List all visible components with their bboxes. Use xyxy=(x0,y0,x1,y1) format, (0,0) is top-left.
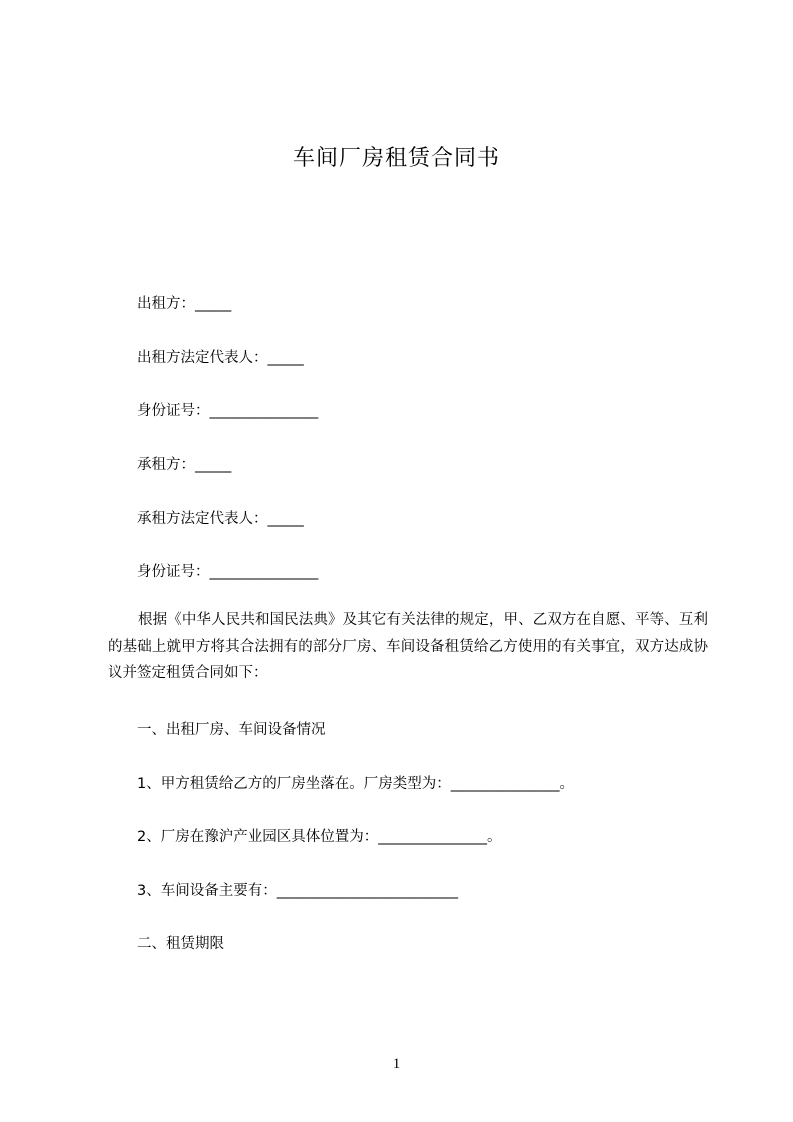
page-number: 1 xyxy=(392,1056,401,1072)
section1-item1: 1、甲方租赁给乙方的厂房坐落在。厂房类型为：_______________。 xyxy=(137,776,574,792)
lessor-field: 出租方：_____ xyxy=(137,296,232,312)
lessee-field: 承租方：_____ xyxy=(137,457,232,473)
preamble-paragraph: 根据《中华人民共和国民法典》及其它有关法律的规定，甲、乙双方在自愿、平等、互利的基础上就甲方将其合法拥有的部分厂房、车间设备租赁给乙方使用的有关事宜，双方达成协议并签定租赁合同如下： xyxy=(108,612,708,681)
section1-item2: 2、厂房在豫沪产业园区具体位置为：_______________。 xyxy=(137,829,502,845)
section1-heading: 一、出租厂房、车间设备情况 xyxy=(137,722,326,738)
section1-item3: 3、车间设备主要有：_________________________ xyxy=(137,883,458,899)
document-title: 车间厂房租赁合同书 xyxy=(292,146,500,171)
lessee-id-field: 身份证号：_______________ xyxy=(137,564,319,580)
lessee-representative-field: 承租方法定代表人：_____ xyxy=(137,511,304,527)
lessor-representative-field: 出租方法定代表人：_____ xyxy=(137,350,304,366)
section2-heading: 二、租赁期限 xyxy=(137,936,224,952)
lessor-id-field: 身份证号：_______________ xyxy=(137,403,319,419)
